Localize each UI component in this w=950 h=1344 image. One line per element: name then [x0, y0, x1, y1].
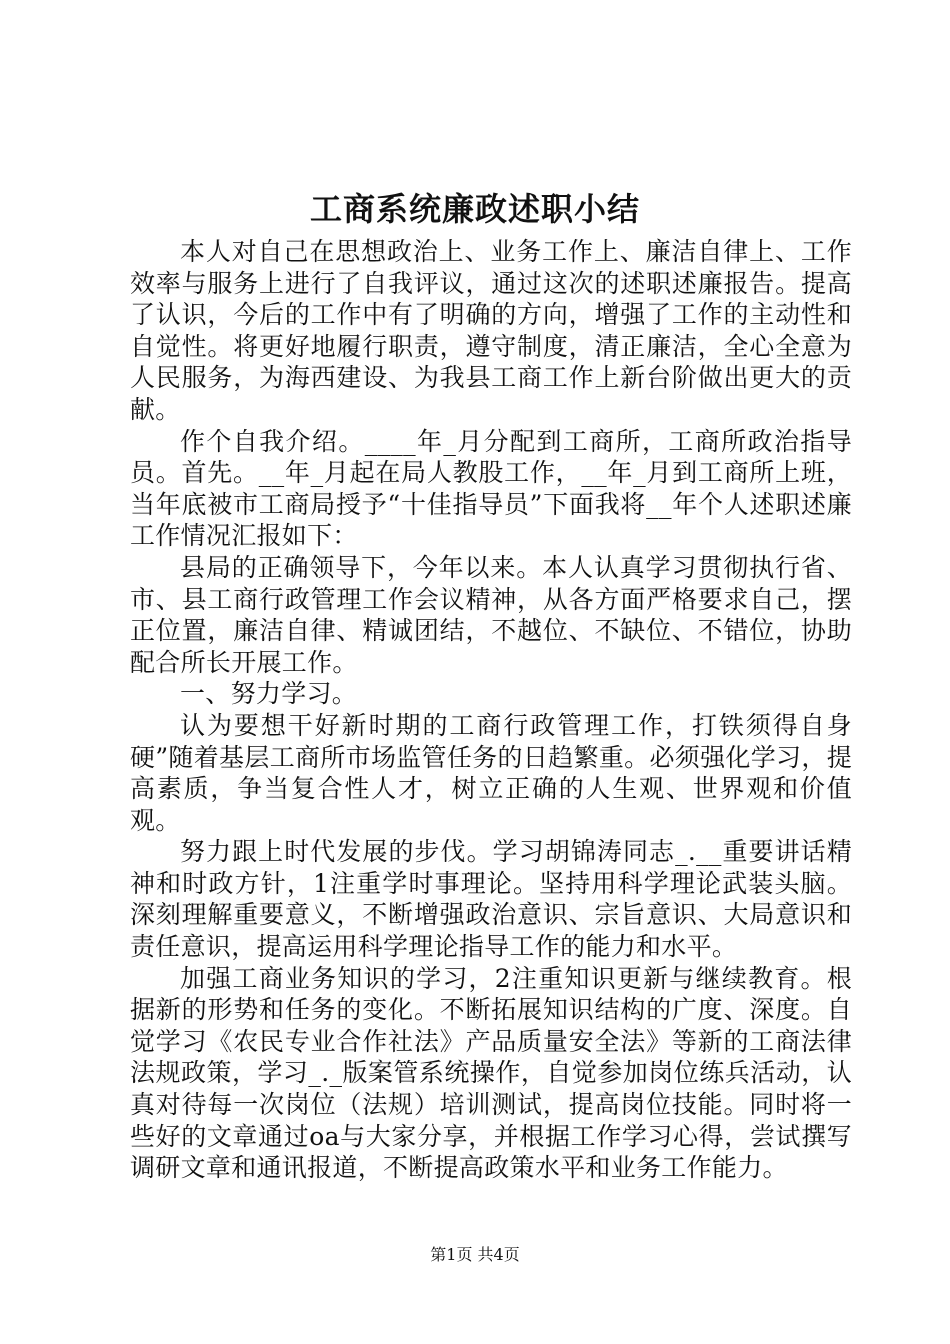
paragraph: 努力跟上时代发展的步伐。学习胡锦涛同志_.__重要讲话精神和时政方针，1注重学时事理论。坚持用科学理论武装头脑。深刻理解重要意义，不断增强政治意识、宗旨意识、大局意识和责任意识，提高运用科学理论指导工作的能力和水平。: [130, 837, 852, 962]
document-title: 工商系统廉政述职小结: [309, 190, 640, 228]
page-number-footer: 第1页 共4页: [430, 1245, 520, 1264]
paragraph: 本人对自己在思想政治上、业务工作上、廉洁自律上、工作效率与服务上进行了自我评议，通过这次的述职述廉报告。提高了认识，今后的工作中有了明确的方向，增强了工作的主动性和自觉性。将更好地履行职责，遵守制度，清正廉洁，全心全意为人民服务，为海西建设、为我县工商工作上新台阶做出更大的贡献。: [130, 237, 852, 424]
section-heading: 一、努力学习。: [180, 679, 358, 709]
document-body: [130, 236, 852, 1184]
paragraph: 加强工商业务知识的学习，2注重知识更新与继续教育。根据新的形势和任务的变化。不断拓展知识结构的广度、深度。自觉学习《农民专业合作社法》产品质量安全法》等新的工商法律法规政策，学习_._版案管系统操作，自觉参加岗位练兵活动，认真对待每一次岗位（法规）培训测试，提高岗位技能。同时将一些好的文章通过oa与大家分享，并根据工作学习心得，尝试撰写调研文章和通讯报道，不断提高政策水平和业务工作能力。: [130, 963, 852, 1183]
paragraph: 作个自我介绍。____年_月分配到工商所，工商所政治指导员。首先。__年_月起在局人教股工作，__年_月到工商所上班，当年底被市工商局授予“十佳指导员”下面我将__年个人述职述廉工作情况汇报如下：: [130, 426, 852, 551]
paragraph: 县局的正确领导下，今年以来。本人认真学习贯彻执行省、市、县工商行政管理工作会议精神，从各方面严格要求自己，摆正位置，廉洁自律、精诚团结，不越位、不缺位、不错位，协助配合所长开展工作。: [130, 552, 852, 677]
paragraph: 认为要想干好新时期的工商行政管理工作，打铁须得自身硬”随着基层工商所市场监管任务的日趋繁重。必须强化学习，提高素质，争当复合性人才，树立正确的人生观、世界观和价值观。: [130, 710, 852, 835]
